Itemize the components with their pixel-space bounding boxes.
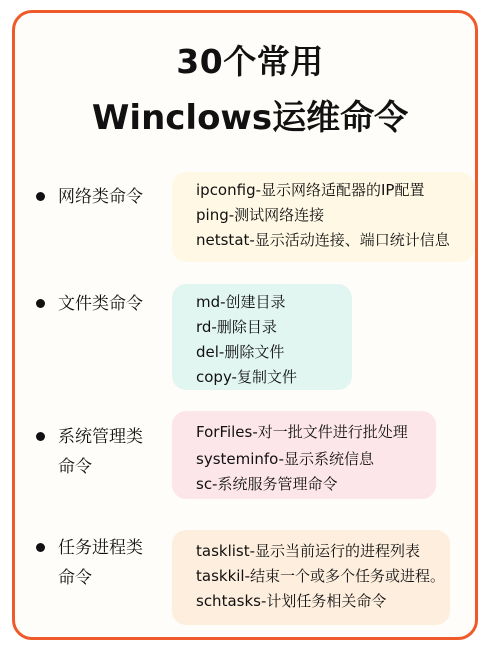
category-label-line: 网络类命令 <box>58 187 143 207</box>
category-label-line: 命令 <box>58 457 92 477</box>
category-label-network <box>58 182 143 212</box>
command-line: sc-系统服务管理命令 <box>196 475 338 493</box>
bullet-dot <box>36 432 45 441</box>
category-label-task <box>58 533 143 593</box>
command-line: md-创建目录 <box>196 293 286 311</box>
command-line: taskkil-结束一个或多个任务或进程。 <box>196 567 446 585</box>
command-line: systeminfo-显示系统信息 <box>196 450 375 468</box>
category-label-file <box>58 289 143 319</box>
command-line: netstat-显示活动连接、端口统计信息 <box>196 231 450 249</box>
command-line: tasklist-显示当前运行的进程列表 <box>196 542 421 560</box>
bullet-dot <box>36 299 45 308</box>
command-box-system <box>172 411 436 499</box>
category-label-line: 系统管理类 <box>58 427 143 447</box>
category-label-line: 命令 <box>58 568 92 588</box>
command-line: del-删除文件 <box>196 343 285 361</box>
category-label-line: 文件类命令 <box>58 294 143 314</box>
command-line: ForFiles-对一批文件进行批处理 <box>196 423 408 441</box>
title-line-2: Winclows运维命令 <box>91 98 409 138</box>
command-box-network <box>172 172 474 262</box>
title-line-1: 30个常用 <box>176 42 324 81</box>
command-box-file <box>172 284 352 390</box>
command-line: ipconfig-显示网络适配器的IP配置 <box>196 181 425 199</box>
bullet-dot <box>36 192 45 201</box>
category-label-system <box>58 422 143 482</box>
command-line: copy-复制文件 <box>196 368 297 386</box>
bullet-dot <box>36 543 45 552</box>
command-line: ping-测试网络连接 <box>196 206 325 224</box>
category-label-line: 任务进程类 <box>58 538 143 558</box>
command-line: rd-删除目录 <box>196 318 277 336</box>
command-line: schtasks-计划任务相关命令 <box>196 592 387 610</box>
command-box-task <box>172 530 450 625</box>
